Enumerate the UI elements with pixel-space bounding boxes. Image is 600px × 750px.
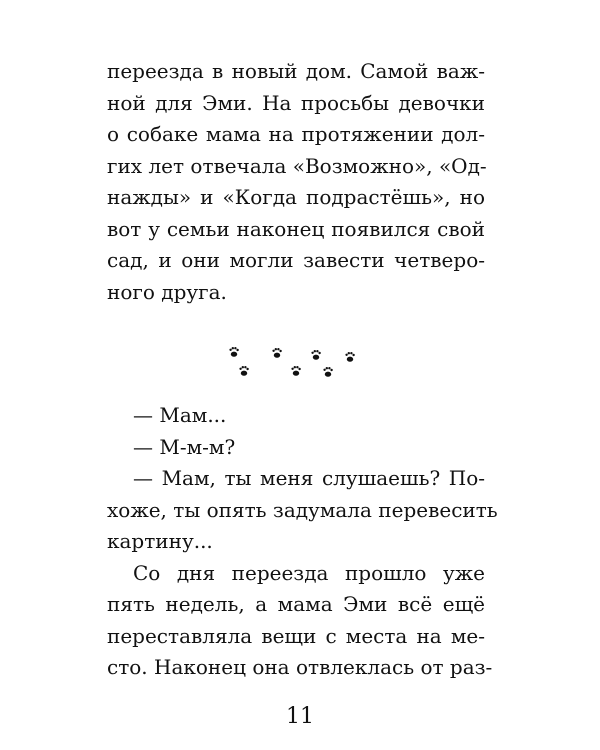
dialogue-line: — Мам...	[133, 403, 227, 427]
text-line: сто. Наконец она отвлеклась от раз-	[107, 655, 493, 679]
text-line: сад, и они могли завести четверо-	[107, 248, 485, 272]
dialogue-line: — М-м-м?	[133, 434, 236, 459]
text-line: переезда в новый дом. Самой важ-	[107, 59, 485, 83]
dialogue-block	[107, 400, 498, 684]
dialogue-line: — Мам, ты меня слушаешь? По-	[133, 466, 485, 490]
paw-print	[229, 347, 238, 357]
page-number: 11	[286, 704, 314, 729]
text-line: переставляла вещи с места на ме-	[107, 623, 485, 648]
paw-print	[239, 366, 248, 376]
text-line: ного друга.	[107, 279, 227, 304]
paw-prints-icon	[220, 340, 370, 385]
text-line: вот у семьи наконец появился свой	[107, 216, 485, 241]
paw-print	[345, 352, 354, 362]
paragraph-intro	[107, 56, 485, 308]
dialogue-line: хоже, ты опять задумала перевесить	[107, 497, 498, 522]
text-line: Со дня переезда прошло уже	[133, 560, 485, 585]
text-line: о собаке мама на протяжении дол-	[107, 122, 485, 146]
paw-print	[323, 367, 332, 377]
paw-print	[311, 350, 320, 360]
dialogue-line: картину...	[107, 529, 213, 553]
text-line: пять недель, а мама Эми всё ещё	[107, 592, 485, 616]
paw-print	[272, 348, 281, 358]
text-line: гих лет отвечала «Возможно», «Од-	[107, 153, 487, 178]
paw-print	[291, 366, 300, 376]
text-line: нажды» и «Когда подрастёшь», но	[107, 185, 485, 209]
text-line: ной для Эми. На просьбы девочки	[107, 90, 485, 115]
